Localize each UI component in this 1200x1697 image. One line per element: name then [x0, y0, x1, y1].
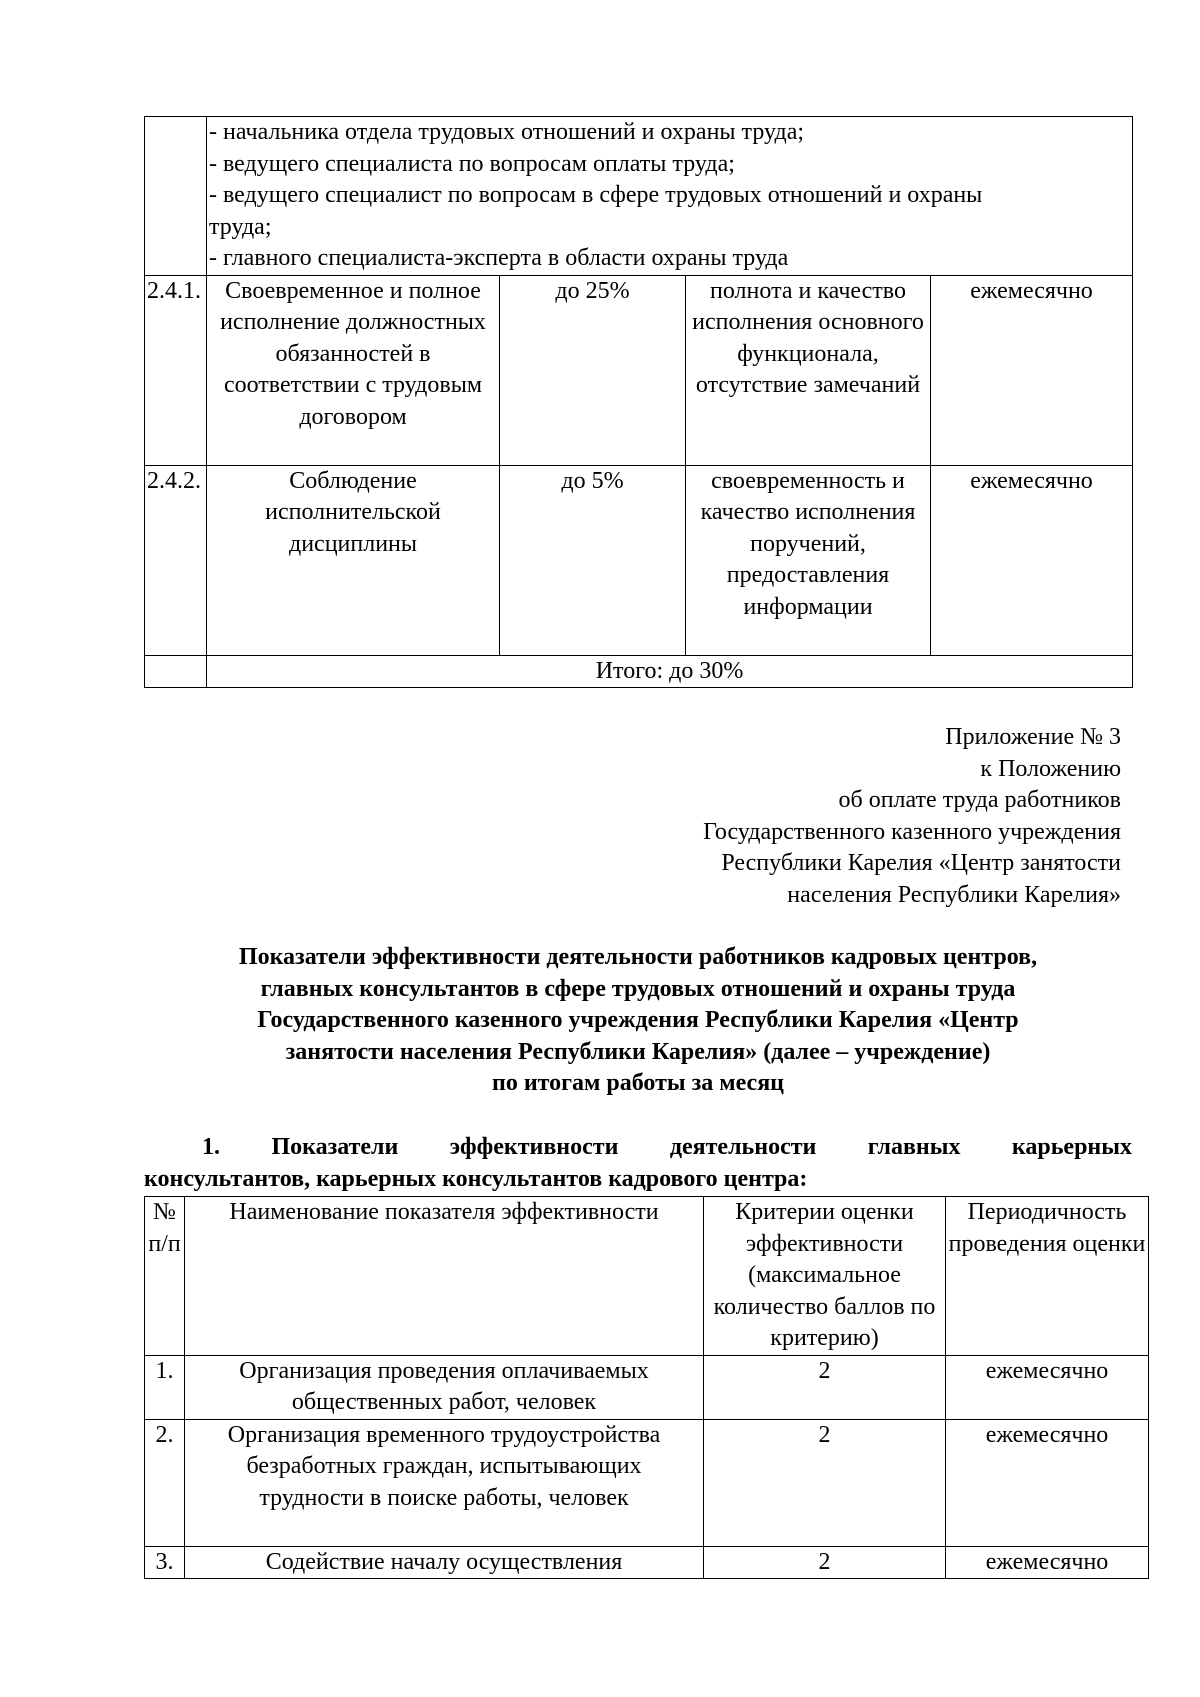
- header-num: № п/п: [145, 1197, 185, 1356]
- appendix-line: об оплате труда работников: [838, 787, 1121, 813]
- position-line: труда;: [209, 213, 272, 240]
- position-line: - ведущего специалист по вопросам в сфере трудовых отношений и охраны: [209, 182, 983, 208]
- position-list-cell: [207, 117, 1133, 276]
- indicators-table-continued: [144, 116, 1133, 688]
- row-number: 2.4.2.: [145, 465, 207, 655]
- table-row: [145, 117, 1133, 276]
- table-row: [145, 465, 1133, 655]
- title-line: занятости населения Республики Карелия» (далее – учреждение): [285, 1038, 991, 1065]
- title-line: Государственного казенного учреждения Республики Карелия «Центр: [257, 1007, 1019, 1033]
- table-row: [145, 1419, 1149, 1546]
- row-number: 2.4.1.: [145, 275, 207, 465]
- indicator-period: ежемесячно: [946, 1546, 1149, 1579]
- section-heading: [144, 1132, 1132, 1195]
- indicator-period: ежемесячно: [946, 1355, 1149, 1419]
- total-cell: Итого: до 30%: [207, 655, 1133, 688]
- indicator-period: ежемесячно: [931, 275, 1133, 465]
- indicator-name: Соблюдение исполнительской дисциплины: [207, 465, 500, 655]
- position-line: - ведущего специалиста по вопросам оплаты труда;: [209, 150, 735, 177]
- indicator-amount: до 25%: [500, 275, 686, 465]
- section-heading-line: консультантов, карьерных консультантов кадрового центра:: [144, 1165, 808, 1192]
- indicator-name: Организация временного трудоустройства безработных граждан, испытывающих трудности в поиске работы, человек: [185, 1419, 704, 1546]
- header-name: Наименование показателя эффективности: [185, 1197, 704, 1356]
- table-row: [145, 1355, 1149, 1419]
- table-row: [145, 1546, 1149, 1579]
- indicator-period: ежемесячно: [946, 1419, 1149, 1546]
- indicator-period: ежемесячно: [931, 465, 1133, 655]
- header-period: Периодичность проведения оценки: [946, 1197, 1149, 1356]
- table-row: [145, 275, 1133, 465]
- position-line: - начальника отдела трудовых отношений и охраны труда;: [209, 119, 805, 145]
- indicator-criteria: своевременность и качество исполнения поручений, предоставления информации: [686, 465, 931, 655]
- row-number: 3.: [145, 1546, 185, 1579]
- appendix-line: Государственного казенного учреждения: [703, 818, 1121, 845]
- row-number: 2.: [145, 1419, 185, 1546]
- title-line: главных консультантов в сфере трудовых отношений и охраны труда: [260, 975, 1016, 1002]
- table-cell: [145, 117, 207, 276]
- table-row: [145, 655, 1133, 688]
- indicator-amount: до 5%: [500, 465, 686, 655]
- document-title: [144, 942, 1132, 1100]
- title-line: по итогам работы за месяц: [491, 1070, 785, 1096]
- indicator-criteria: полнота и качество исполнения основного функционала, отсутствие замечаний: [686, 275, 931, 465]
- career-consultants-table: [144, 1196, 1149, 1579]
- header-criteria: Критерии оценки эффективности (максимальное количество баллов по критерию): [704, 1197, 946, 1356]
- indicator-score: 2: [704, 1546, 946, 1579]
- indicator-name: Содействие началу осуществления: [185, 1546, 704, 1579]
- table-cell: [145, 655, 207, 688]
- appendix-line: к Положению: [980, 755, 1121, 782]
- indicator-score: 2: [704, 1419, 946, 1546]
- indicator-name: Своевременное и полное исполнение должностных обязанностей в соответствии с трудовым договором: [207, 275, 500, 465]
- appendix-line: Республики Карелия «Центр занятости: [721, 850, 1121, 876]
- indicator-name: Организация проведения оплачиваемых общественных работ, человек: [185, 1355, 704, 1419]
- position-line: - главного специалиста-эксперта в области охраны труда: [209, 245, 789, 271]
- appendix-line: Приложение № 3: [945, 724, 1121, 750]
- title-line: Показатели эффективности деятельности работников кадровых центров,: [238, 944, 1038, 970]
- indicator-score: 2: [704, 1355, 946, 1419]
- appendix-line: населения Республики Карелия»: [787, 881, 1121, 908]
- appendix-heading: [703, 722, 1121, 911]
- section-heading-line: 1. Показатели эффективности деятельности главных карьерных: [202, 1134, 1132, 1160]
- table-header-row: [145, 1197, 1149, 1356]
- row-number: 1.: [145, 1355, 185, 1419]
